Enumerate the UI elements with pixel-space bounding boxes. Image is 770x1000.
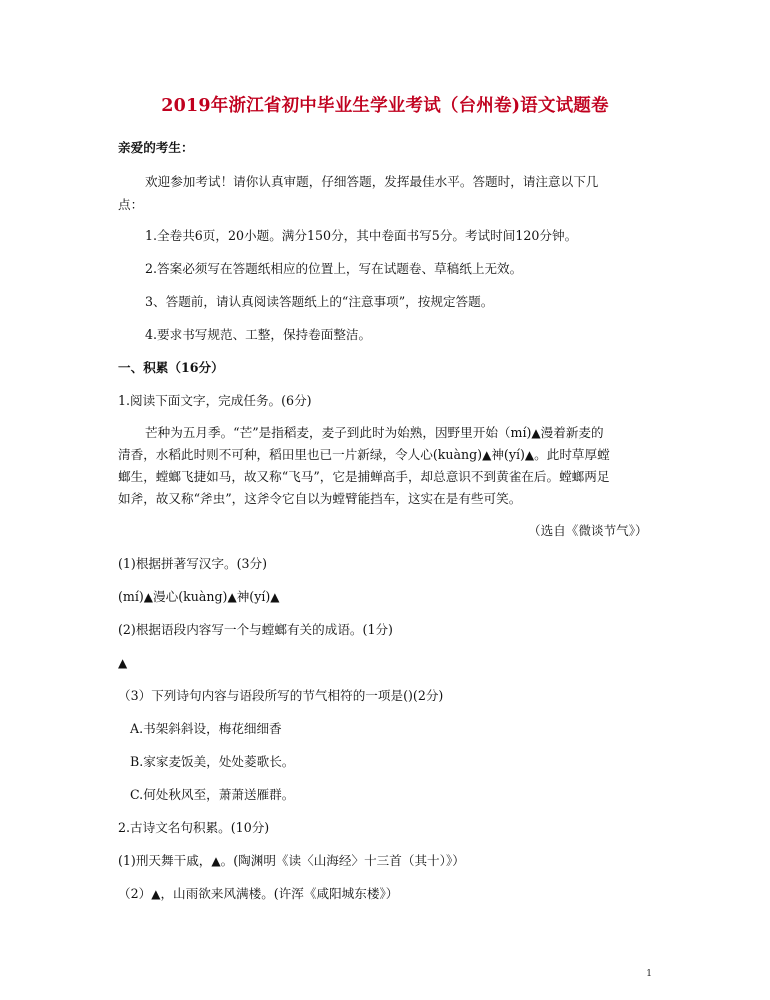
answer-line-1-1 bbox=[118, 589, 280, 605]
passage-text: 神(yí) bbox=[491, 447, 525, 462]
answer-text: 神(yí) bbox=[236, 589, 271, 604]
blank-triangle-icon: ▲ bbox=[151, 887, 161, 901]
passage-source: （选自《微谈节气》） bbox=[528, 523, 648, 538]
question-text: ，山雨欲来风满楼。(许浑《咸阳城东楼》） bbox=[160, 886, 399, 901]
question-2-1 bbox=[118, 853, 465, 869]
question-text: 。(陶渊明《读〈山海经〉十三首（其十）》） bbox=[220, 853, 465, 868]
passage-text: 漫着新麦的 bbox=[540, 425, 604, 440]
question-2-2 bbox=[118, 886, 398, 902]
blank-triangle-icon: ▲ bbox=[482, 448, 492, 462]
answer-text: (mí) bbox=[118, 589, 144, 604]
blank-triangle-icon: ▲ bbox=[211, 854, 221, 868]
note-2: 2.答案必须写在答题纸相应的位置上，写在试题卷、草稿纸上无效。 bbox=[145, 261, 523, 276]
greeting: 亲爱的考生： bbox=[118, 140, 194, 155]
option-a: A.书架斜斜设，梅花细细香 bbox=[130, 721, 282, 736]
answer-text: 漫心(kuàng) bbox=[153, 589, 228, 604]
question-text: (1)刑天舞干戚， bbox=[118, 853, 212, 868]
question-text: （2） bbox=[118, 886, 152, 901]
question-1-2: (2)根据语段内容写一个与螳螂有关的成语。(1分) bbox=[118, 622, 393, 637]
section-heading-1: 一、积累（16分） bbox=[118, 360, 224, 375]
page-number: 1 bbox=[646, 969, 652, 979]
note-3: 3、答题前，请认真阅读答题纸上的“注意事项”，按规定答题。 bbox=[145, 294, 494, 309]
passage-line-4: 如斧，故又称“斧虫”，这斧令它自以为螳臂能挡车，这实在是有些可笑。 bbox=[118, 491, 522, 506]
passage-text: 芒种为五月季。“芒”是指稻麦，麦子到此时为始熟，因野里开始（mí) bbox=[145, 425, 532, 440]
answer-triangle-icon: ▲ bbox=[118, 656, 128, 670]
intro-line-1: 欢迎参加考试！请你认真审题，仔细答题，发挥最佳水平。答题时，请注意以下几 bbox=[145, 174, 599, 189]
note-1: 1.全卷共6页，20小题。满分150分，其中卷面书写5分。考试时间120分钟。 bbox=[145, 228, 578, 243]
intro-line-2: 点： bbox=[118, 197, 144, 212]
blank-triangle-icon: ▲ bbox=[270, 590, 280, 604]
passage-text: 清香，水稻此时则不可种，稻田里也已一片新绿，令人心(kuàng) bbox=[118, 447, 483, 462]
blank-triangle-icon: ▲ bbox=[143, 590, 154, 604]
passage-line-1 bbox=[145, 425, 604, 441]
question-1: 1.阅读下面文字，完成任务。(6分) bbox=[118, 393, 312, 408]
question-1-1: (1)根据拼著写汉字。(3分) bbox=[118, 556, 268, 571]
note-4: 4.要求书写规范、工整，保持卷面整洁。 bbox=[145, 327, 372, 342]
blank-triangle-icon: ▲ bbox=[531, 426, 541, 440]
passage-line-3: 螂生，螳螂飞捷如马，故又称“飞马”，它是捕蝉高手，却总意识不到黄雀在后。螳螂两足 bbox=[118, 469, 610, 484]
passage-line-2 bbox=[118, 447, 610, 463]
question-2: 2.古诗文名句积累。(10分) bbox=[118, 820, 270, 835]
passage-text: 。此时草厚螳 bbox=[534, 447, 610, 462]
page-title: 2019年浙江省初中毕业生学业考试（台州卷)语文试题卷 bbox=[161, 96, 609, 116]
option-c: C.何处秋风至，萧萧送雁群。 bbox=[130, 787, 295, 802]
blank-triangle-icon: ▲ bbox=[524, 448, 535, 462]
question-1-3: （3）下列诗句内容与语段所写的节气相符的一项是()(2分) bbox=[118, 688, 444, 703]
option-b: B.家家麦饭美，处处菱歌长。 bbox=[130, 754, 295, 769]
blank-triangle-icon: ▲ bbox=[227, 590, 237, 604]
